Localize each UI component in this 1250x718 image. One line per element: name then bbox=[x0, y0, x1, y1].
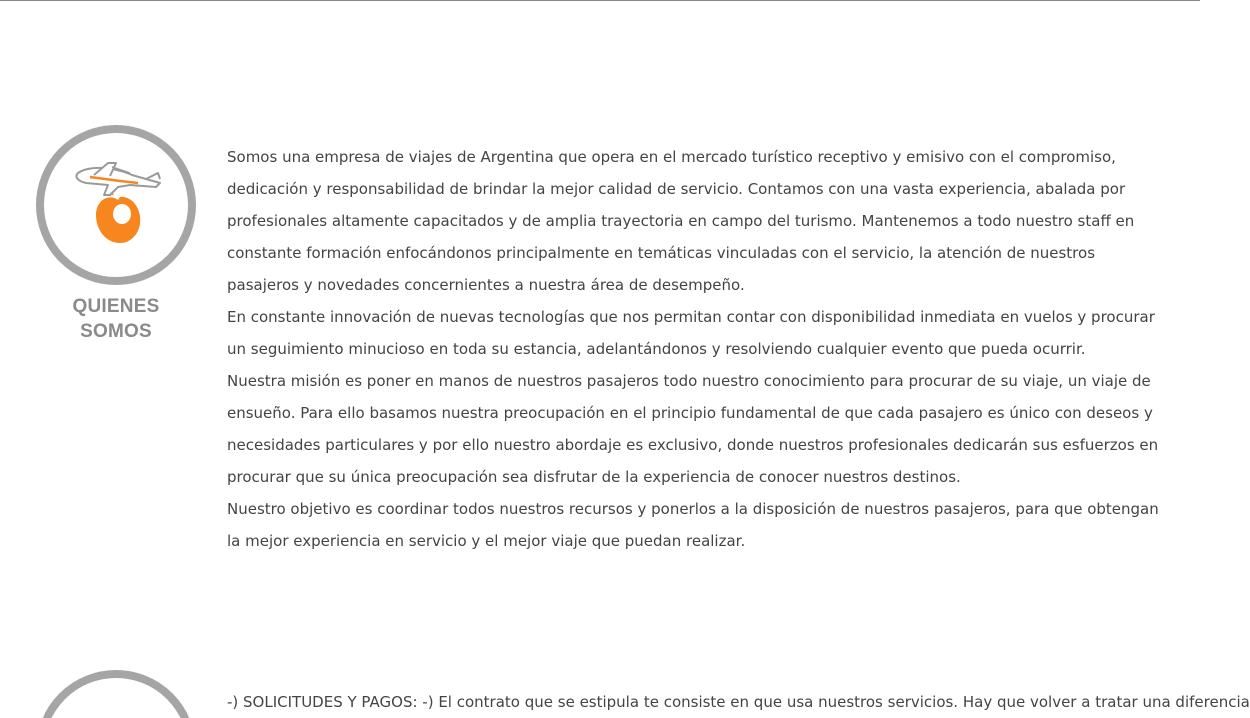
about-paragraph: Nuestra misión es poner en manos de nuestros pasajeros todo nuestro conocimiento para procurar de su viaje, un viaje de ensueño. Para ello basamos nuestra preocupación en el principio fundamental de que cada pasajero es único con deseos y necesidades particulares y por ello nuestro abordaje es exclusivo, donde nuestros profesionales dedicarán sus esfuerzos en procurar que su única preocupación sea disfrutar de la experiencia de conocer nuestros destinos. bbox=[227, 372, 1159, 486]
plane-travel-icon bbox=[34, 123, 198, 287]
about-section bbox=[0, 120, 1200, 570]
about-badge bbox=[34, 123, 198, 342]
payments-badge-ring-icon bbox=[34, 668, 198, 708]
about-paragraph: En constante innovación de nuevas tecnologías que nos permitan contar con disponibilidad inmediata en vuelos y procurar un seguimiento minucioso en toda su estancia, adelantándonos y resolviendo cualquier evento que pueda ocurrir. bbox=[227, 308, 1155, 358]
top-divider bbox=[0, 0, 1200, 1]
payments-badge bbox=[34, 668, 198, 713]
about-paragraph: Nuestro objetivo es coordinar todos nuestros recursos y ponerlos a la disposición de nuestros pasajeros, para que obtengan la mejor experiencia en servicio y el mejor viaje que puedan realizar. bbox=[227, 500, 1159, 550]
badge-title-line1: QUIENES bbox=[72, 296, 160, 317]
payments-section bbox=[0, 668, 1250, 711]
badge-title-line2: SOMOS bbox=[80, 321, 152, 342]
about-paragraph: Somos una empresa de viajes de Argentina que opera en el mercado turístico receptivo y emisivo con el compromiso, dedicación y responsabilidad de brindar la mejor calidad de servicio. Contamos con una vasta experiencia, abalada por profesionales altamente capacitados y de amplia trayectoria en campo del turismo. Mantenemos a todo nuestro staff en constante formación enfocándonos principalmente en temáticas vinculadas con el servicio, la atención de nuestros pasajeros y novedades concernientes a nuestra área de desempeño. bbox=[227, 148, 1135, 294]
about-text bbox=[227, 141, 1167, 557]
payments-text: -) SOLICITUDES Y PAGOS: -) El contrato que se estipula te consiste en que usa nuestros servicios. Hay que volver a tratar una diferencia bbox=[227, 693, 1250, 711]
